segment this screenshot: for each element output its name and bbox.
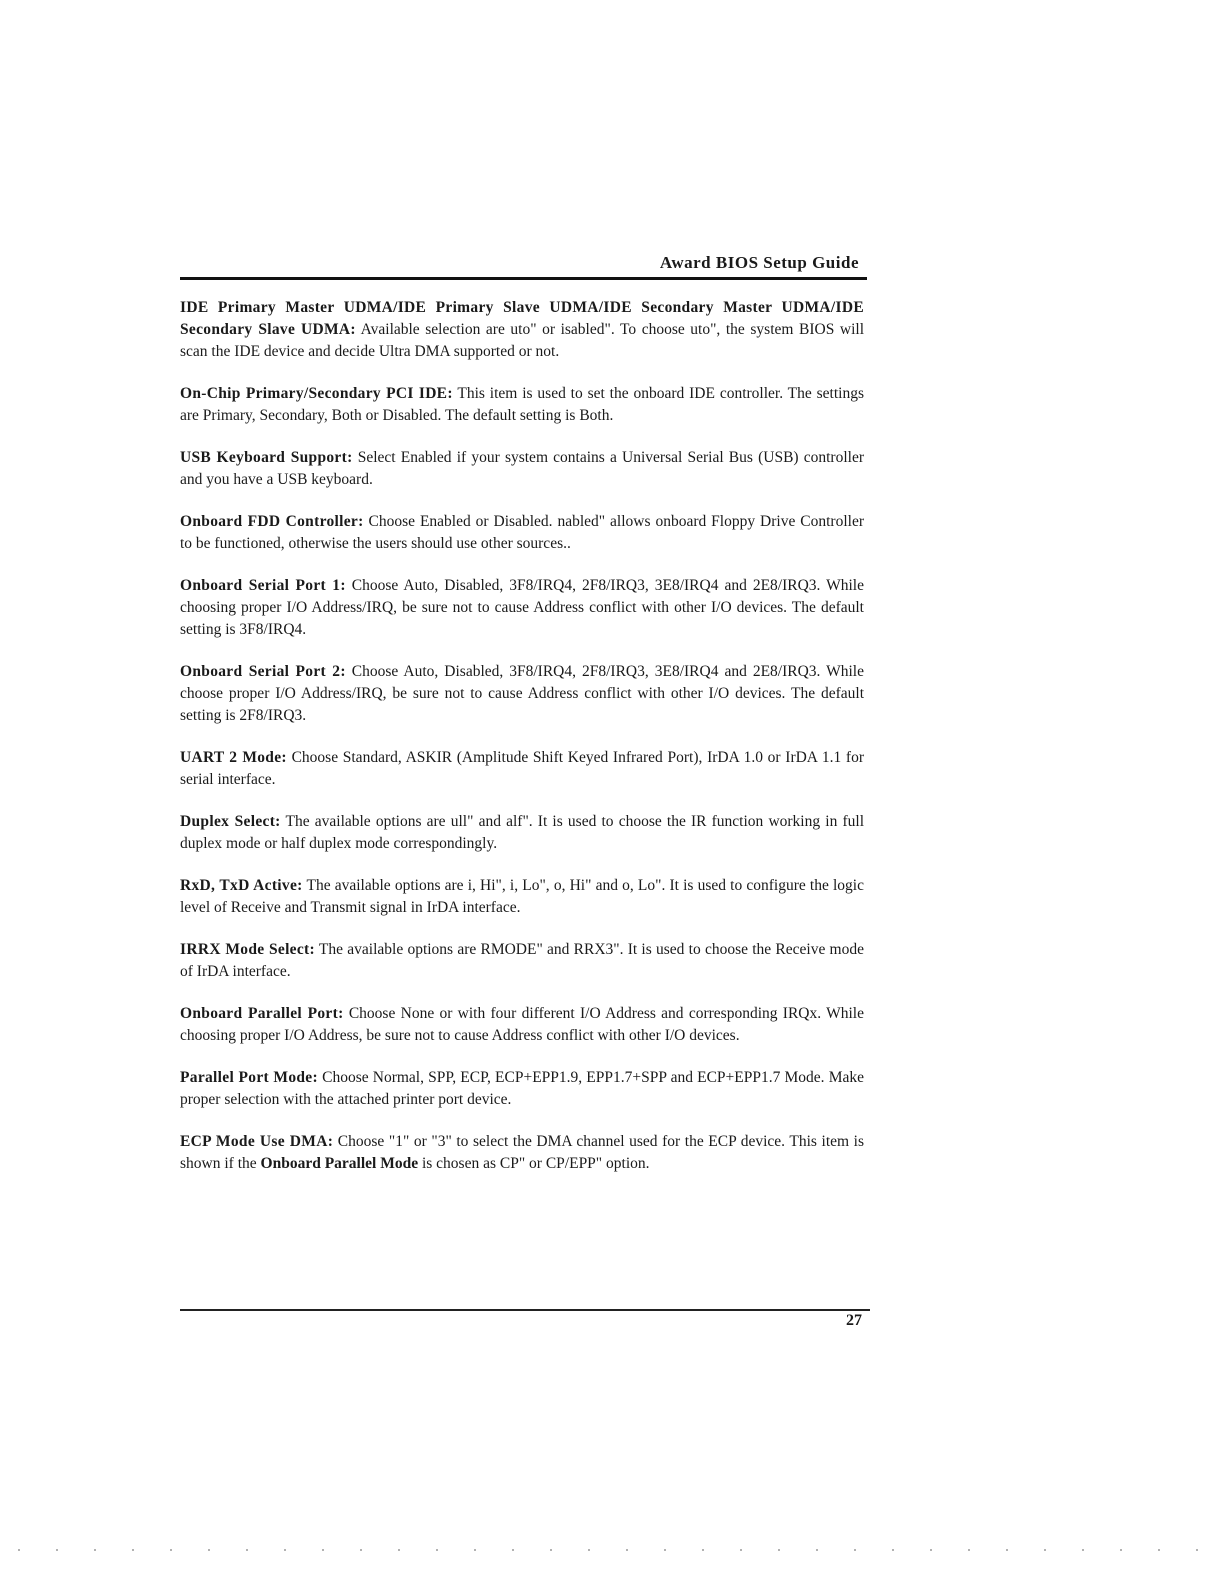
entry-text: This item is used to set the onboard IDE controller. The settings are Primary, Secondary, Both or Disabled. The default setting is Both. — [180, 385, 864, 424]
entry-onchip-pci-ide — [180, 383, 864, 427]
entry-term: ECP Mode Use DMA: — [180, 1133, 334, 1150]
entry-text: Choose "1" or "3" to select the DMA channel used for the ECP device. This item is shown if the — [180, 1133, 864, 1172]
entry-inline-bold: Onboard Parallel Mode — [260, 1155, 419, 1172]
entry-term: Parallel Port Mode: — [180, 1069, 318, 1086]
entry-serial-port-2 — [180, 661, 864, 727]
entry-text: The available options are ull" and alf". It is used to choose the IR function working in full duplex mode or half duplex mode correspondingly. — [180, 813, 864, 852]
entry-term: Onboard FDD Controller: — [180, 513, 364, 530]
entry-text: Choose Auto, Disabled, 3F8/IRQ4, 2F8/IRQ3, 3E8/IRQ4 and 2E8/IRQ3. While choose proper I/O Address/IRQ, be sure not to cause Address conflict with other I/O devices. The default setting is 2F8/IRQ3. — [180, 663, 864, 724]
entry-usb-keyboard — [180, 447, 864, 491]
scan-artifact-dots — [0, 1548, 1224, 1552]
entry-term: Onboard Serial Port 2: — [180, 663, 346, 680]
entry-uart2-mode — [180, 747, 864, 791]
entry-term: RxD, TxD Active: — [180, 877, 303, 894]
entry-rxd-txd-active — [180, 875, 864, 919]
page-number: 27 — [846, 1312, 862, 1329]
entry-parallel-port-mode — [180, 1067, 864, 1111]
document-body — [180, 297, 864, 1195]
entry-ecp-mode-dma — [180, 1131, 864, 1175]
entry-term: Onboard Parallel Port: — [180, 1005, 344, 1022]
entry-ide-udma — [180, 297, 864, 363]
entry-text: Choose Enabled or Disabled. nabled" allows onboard Floppy Drive Controller to be functioned, otherwise the users should use other sources.. — [180, 513, 865, 552]
entry-term: UART 2 Mode: — [180, 749, 287, 766]
entry-term: IDE Primary Master UDMA/IDE Primary Slave UDMA/IDE Secondary Master UDMA/IDE Secondary Slave UDMA: — [180, 299, 864, 338]
entry-text: Choose Standard, ASKIR (Amplitude Shift Keyed Infrared Port), IrDA 1.0 or IrDA 1.1 for serial interface. — [180, 749, 864, 788]
header-title: Award BIOS Setup Guide — [659, 253, 859, 272]
entry-text: The available options are i, Hi", i, Lo", o, Hi" and o, Lo". It is used to configure the logic level of Receive and Transmit signal in IrDA interface. — [180, 877, 864, 916]
page-header — [180, 251, 867, 280]
entry-irrx-mode — [180, 939, 864, 983]
entry-text: The available options are RMODE" and RRX3". It is used to choose the Receive mode of IrDA interface. — [180, 941, 864, 980]
entry-term: Onboard Serial Port 1: — [180, 577, 346, 594]
entry-onboard-parallel-port — [180, 1003, 864, 1047]
entry-text: Select Enabled if your system contains a Universal Serial Bus (USB) controller and you have a USB keyboard. — [180, 449, 864, 488]
entry-text: Choose Normal, SPP, ECP, ECP+EPP1.9, EPP1.7+SPP and ECP+EPP1.7 Mode. Make proper selection with the attached printer port device. — [180, 1069, 864, 1108]
entry-term: IRRX Mode Select: — [180, 941, 315, 958]
entry-term: Duplex Select: — [180, 813, 281, 830]
entry-serial-port-1 — [180, 575, 864, 641]
entry-text-after: is chosen as CP" or CP/EPP" option. — [418, 1155, 650, 1172]
entry-duplex-select — [180, 811, 864, 855]
footer-rule — [180, 1309, 870, 1311]
entry-text: Choose None or with four different I/O Address and corresponding IRQx. While choosing proper I/O Address, be sure not to cause Address conflict with other I/O devices. — [180, 1005, 864, 1044]
entry-text: Choose Auto, Disabled, 3F8/IRQ4, 2F8/IRQ3, 3E8/IRQ4 and 2E8/IRQ3. While choosing proper I/O Address/IRQ, be sure not to cause Address conflict with other I/O devices. The default setting is 3F8/IRQ4. — [180, 577, 864, 638]
entry-term: USB Keyboard Support: — [180, 449, 353, 466]
entry-text: Available selection are uto" or isabled". To choose uto", the system BIOS will scan the IDE device and decide Ultra DMA supported or not. — [180, 321, 865, 360]
entry-onboard-fdd — [180, 511, 864, 555]
entry-term: On-Chip Primary/Secondary PCI IDE: — [180, 385, 453, 402]
